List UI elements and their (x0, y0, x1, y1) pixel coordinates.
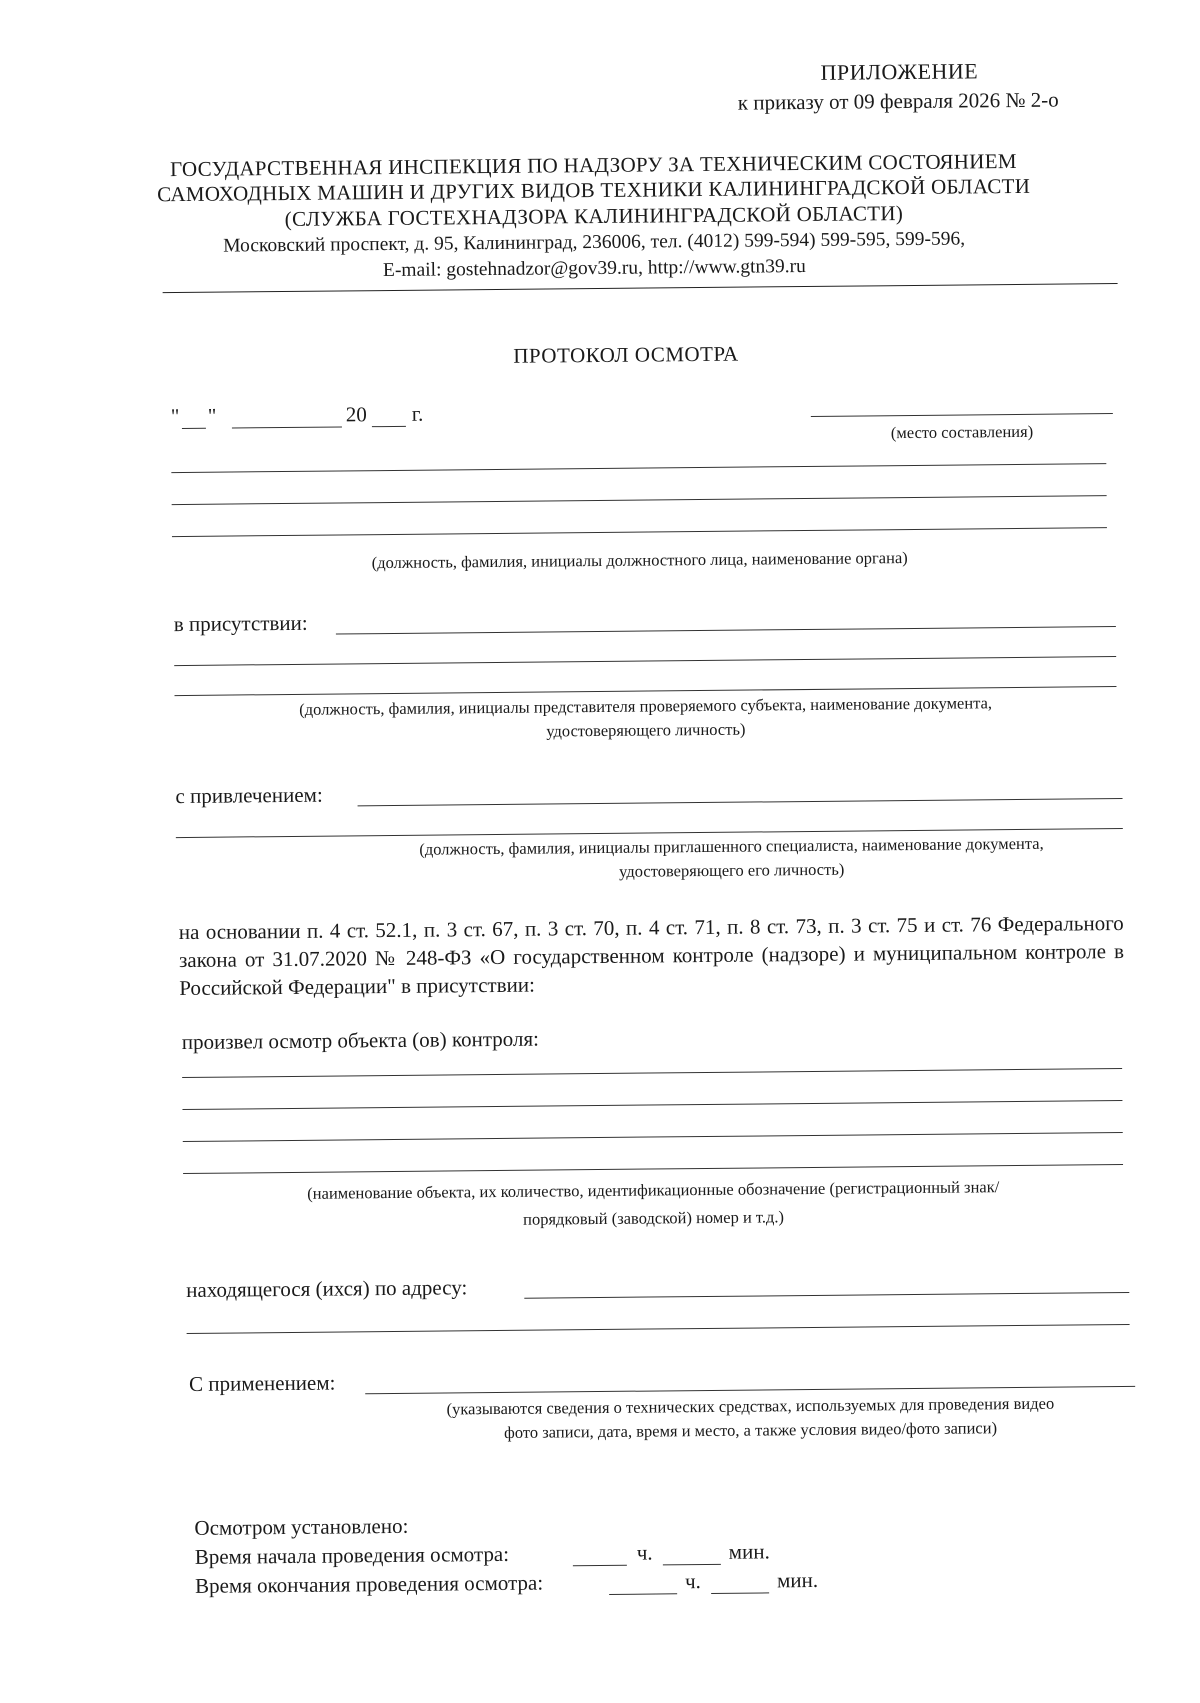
involvement-hint-line-1: (должность, фамилия, инициалы приглашенного специалиста, наименование документа, (419, 833, 1044, 859)
start-hours-field[interactable] (573, 1565, 627, 1567)
inspection-field-3[interactable] (183, 1132, 1123, 1142)
inspection-label: произвел осмотр объекта (ов) контроля: (181, 1026, 540, 1055)
involvement-hint-line-2: удостоверяющего его личность) (618, 859, 845, 881)
presence-field-2[interactable] (174, 656, 1116, 666)
appendix-reference: к приказу от 09 февраля 2026 № 2-о (737, 87, 1059, 115)
application-label: С применением: (188, 1370, 336, 1396)
organization-name-line-2: САМОХОДНЫХ МАШИН И ДРУГИХ ВИДОВ ТЕХНИКИ КАЛИНИНГРАДСКОЙ ОБЛАСТИ (157, 173, 1031, 207)
application-hint-line-1: (указываются сведения о технических средствах, используемых для проведения видео (446, 1393, 1055, 1419)
legal-basis-paragraph: на основании п. 4 ст. 52.1, п. 3 ст. 67, п. 3 ст. 70, п. 4 ст. 71, п. 8 ст. 73, п. 3 ст. 75 и ст. 76 Федерального закона от 31.07.2020 № 248-ФЗ «О государственном контроле (надзоре) и муниципальном контроле в Российской Федерации" в присутствии: (178, 910, 1125, 1001)
date-year-suffix: г. (411, 401, 424, 426)
organization-short-name: (СЛУЖБА ГОСТЕХНАДЗОРА КАЛИНИНГРАДСКОЙ ОБЛАСТИ) (284, 201, 904, 231)
date-quote-open: " (170, 404, 180, 429)
place-field[interactable] (811, 413, 1113, 417)
start-hours-unit: ч. (636, 1540, 653, 1565)
date-year-prefix: 20 (345, 402, 367, 427)
official-hint: (должность, фамилия, инициалы должностного лица, наименование органа) (371, 548, 908, 573)
inspection-field-1[interactable] (182, 1068, 1122, 1078)
findings-label: Осмотром установлено: (194, 1513, 409, 1540)
end-minutes-unit: мин. (776, 1567, 819, 1593)
inspection-hint-line-1: (наименование объекта, их количество, идентификационные обозначение (регистрационный знак/ (307, 1177, 1000, 1203)
date-year-field[interactable] (372, 426, 406, 427)
presence-label: в присутствии: (173, 610, 308, 637)
end-minutes-field[interactable] (711, 1592, 769, 1594)
header-divider (163, 283, 1118, 293)
official-line-1[interactable] (171, 463, 1106, 473)
start-minutes-unit: мин. (728, 1539, 770, 1564)
date-day-field[interactable] (182, 428, 206, 429)
inspection-field-2[interactable] (182, 1100, 1122, 1110)
organization-contacts: E-mail: gostehnadzor@gov39.ru, http://www.gtn39.ru (382, 255, 806, 282)
end-time-label: Время окончания проведения осмотра: (194, 1570, 544, 1598)
application-hint-line-2: фото записи, дата, время и место, а также условия видео/фото записи) (504, 1418, 998, 1442)
address-label: находящегося (ихся) по адресу: (186, 1275, 468, 1302)
address-field-2[interactable] (187, 1324, 1130, 1334)
presence-hint-line-2: удостоверяющего личность) (546, 719, 746, 741)
involvement-field-1[interactable] (358, 798, 1123, 806)
official-line-3[interactable] (172, 527, 1107, 537)
appendix-title: ПРИЛОЖЕНИЕ (820, 58, 979, 85)
official-line-2[interactable] (172, 495, 1107, 505)
presence-field-1[interactable] (336, 626, 1116, 634)
place-hint: (место составления) (890, 421, 1034, 443)
organization-address: Московский проспект, д. 95, Калининград, 236006, тел. (4012) 599-594) 599-595, 599-596, (223, 228, 966, 257)
presence-hint-line-1: (должность, фамилия, инициалы представителя проверяемого субъекта, наименование документа, (299, 693, 993, 719)
inspection-hint-line-2: порядковый (заводской) номер и т.д.) (522, 1207, 785, 1229)
date-month-field[interactable] (232, 426, 342, 428)
end-hours-unit: ч. (684, 1569, 701, 1594)
organization-name-line-1: ГОСУДАРСТВЕННАЯ ИНСПЕКЦИЯ ПО НАДЗОРУ ЗА ТЕХНИЧЕСКИМ СОСТОЯНИЕМ (169, 148, 1017, 182)
start-minutes-field[interactable] (663, 1564, 721, 1566)
date-quote-close: " (207, 403, 217, 428)
involvement-label: с привлечением: (175, 782, 323, 809)
start-time-label: Время начала проведения осмотра: (194, 1541, 510, 1569)
address-field-1[interactable] (524, 1292, 1129, 1299)
end-hours-field[interactable] (609, 1593, 677, 1595)
document-title: ПРОТОКОЛ ОСМОТРА (513, 341, 739, 368)
inspection-field-4[interactable] (183, 1164, 1123, 1174)
